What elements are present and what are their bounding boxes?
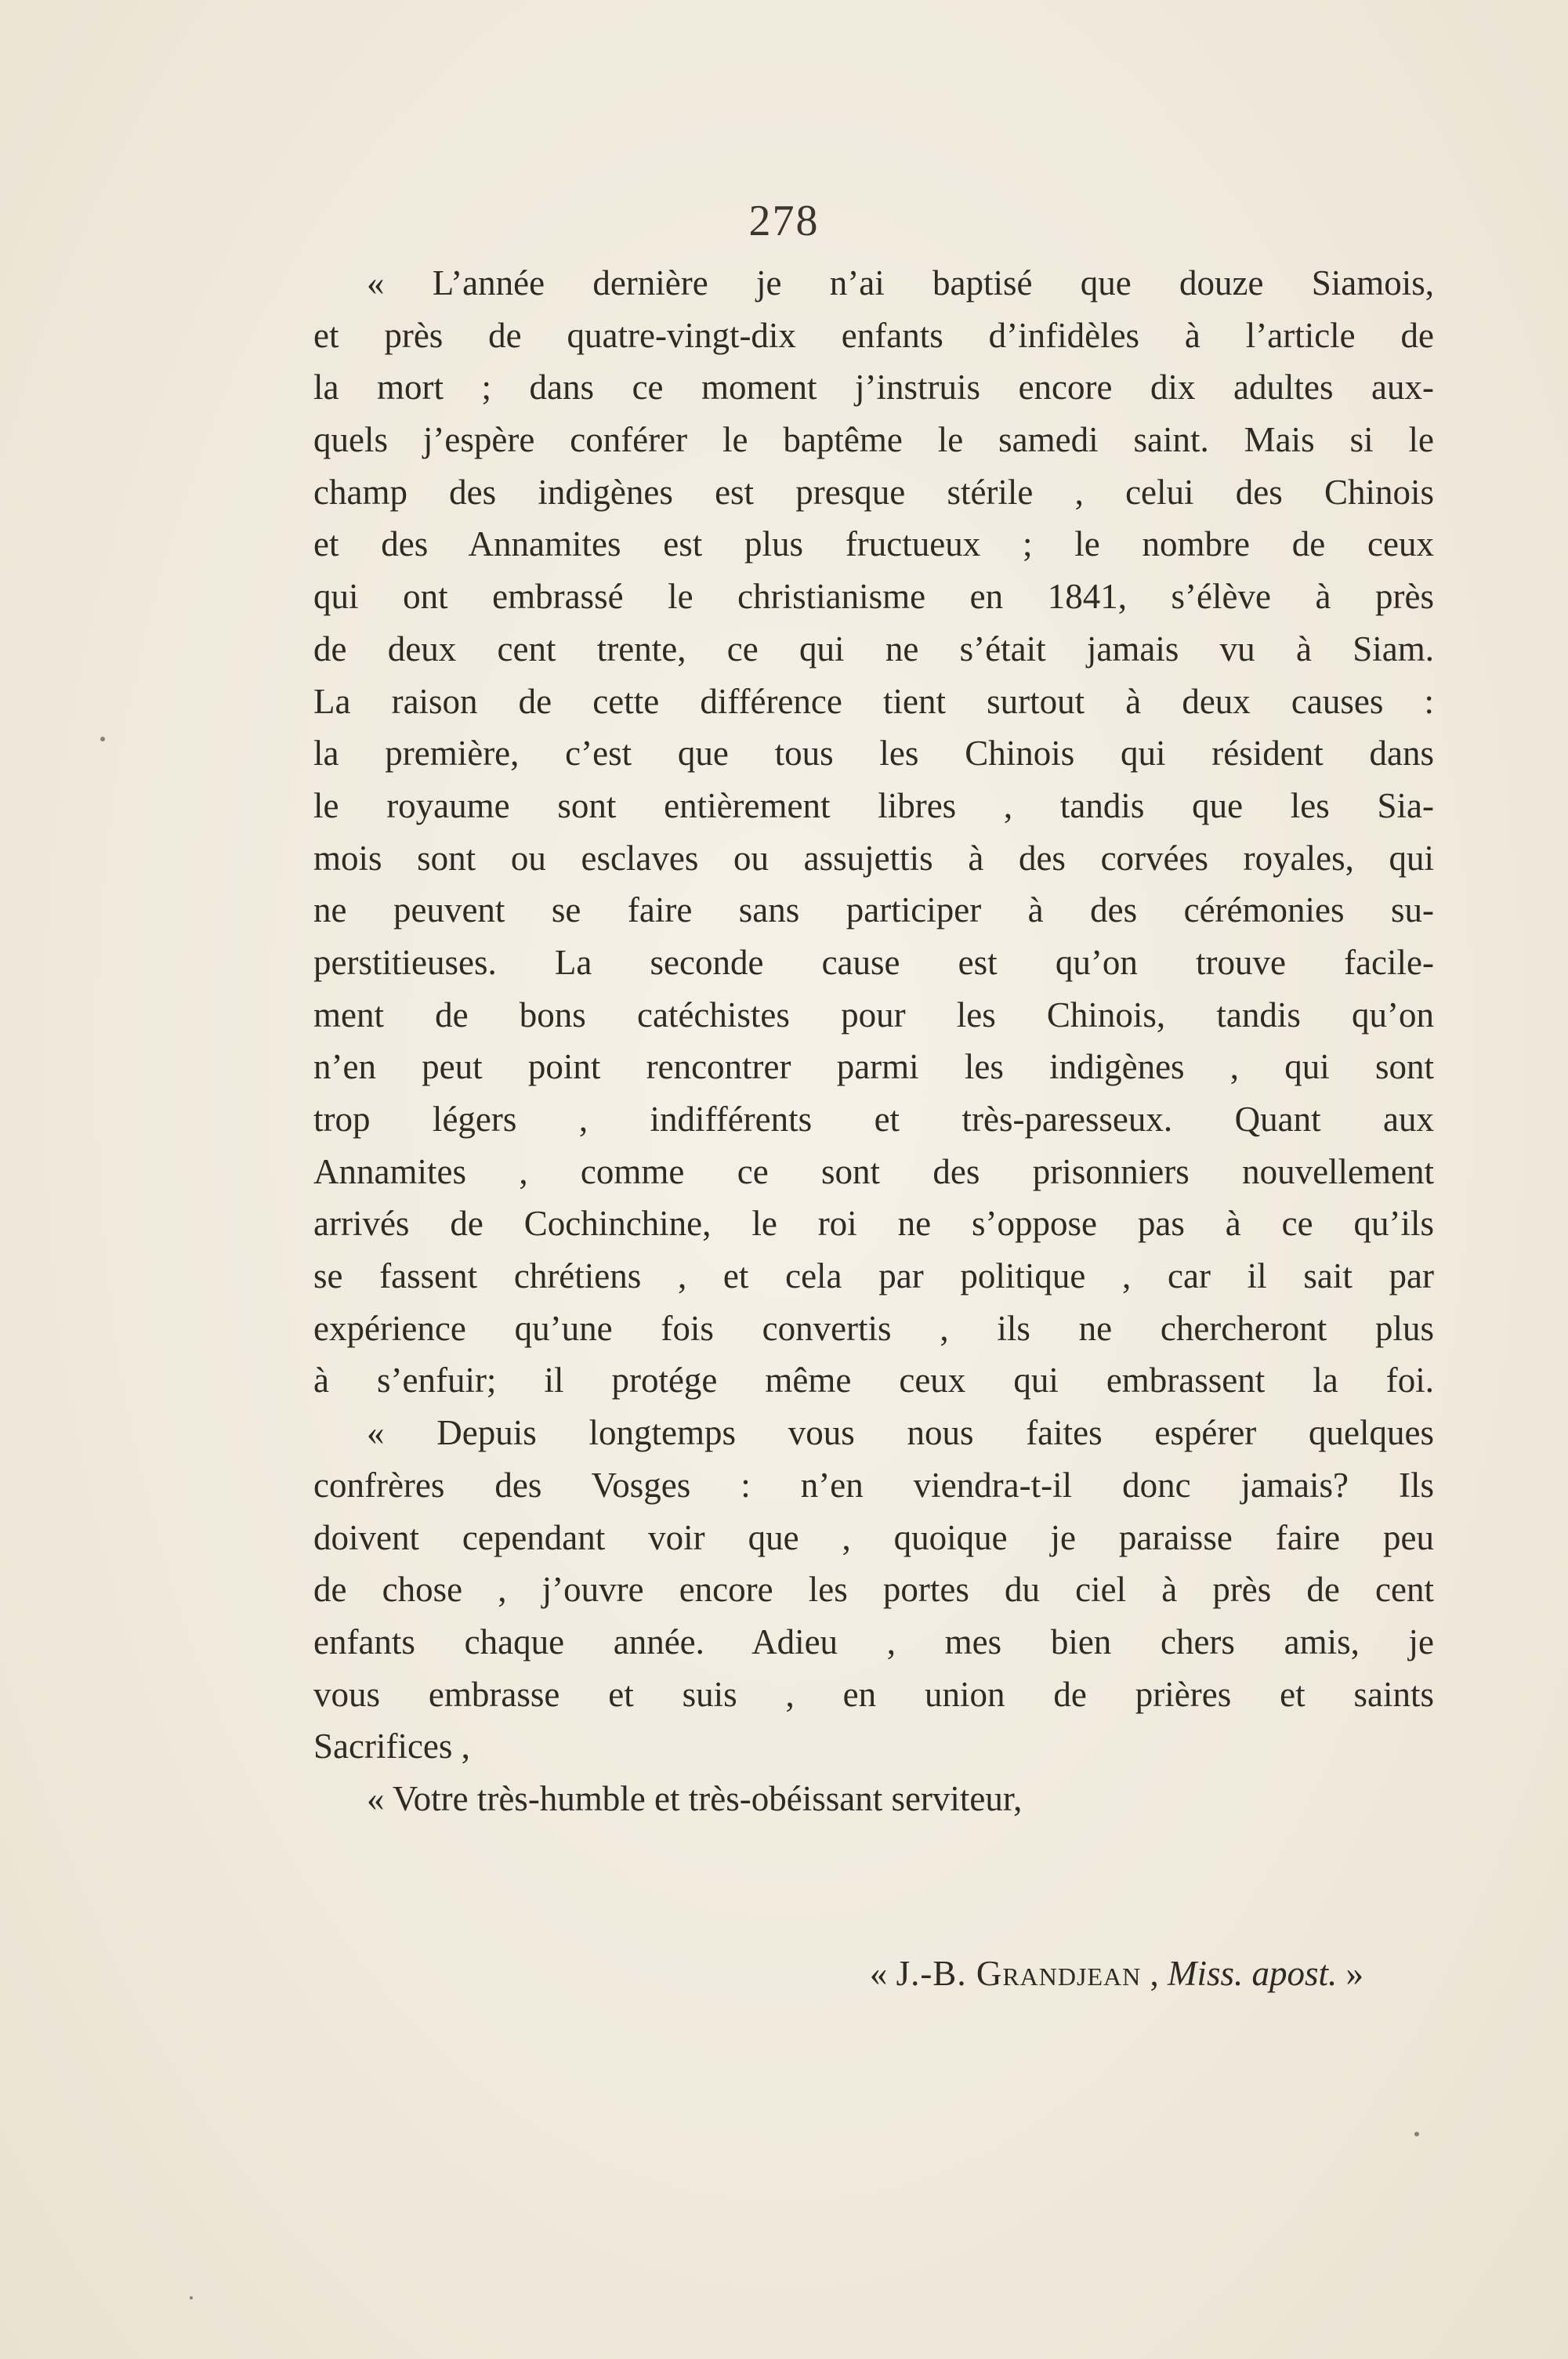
text-line: ne peuvent se faire sans participer à des cérémonies su- bbox=[313, 890, 1434, 930]
text-line: arrivés de Cochinchine, le roi ne s’oppose pas à ce qu’ils bbox=[313, 1204, 1434, 1244]
text-line: à s’enfuir; il protége même ceux qui embrassent la foi. bbox=[313, 1361, 1434, 1401]
text-line: Annamites , comme ce sont des prisonniers nouvellement bbox=[313, 1151, 1434, 1191]
text-line: ment de bons catéchistes pour les Chinois, tandis qu’on bbox=[313, 995, 1434, 1035]
paper-speck bbox=[190, 2296, 193, 2299]
text-line: trop légers , indifférents et très-paresseux. Quant aux bbox=[313, 1100, 1434, 1139]
text-line: la première, c’est que tous les Chinois qui résident dans bbox=[313, 734, 1434, 774]
paper-speck bbox=[100, 737, 105, 741]
text-line: « Depuis longtemps vous nous faites espérer quelques bbox=[367, 1413, 1434, 1453]
text-line: « L’année dernière je n’ai baptisé que douze Siamois, bbox=[367, 263, 1434, 303]
signature-open-quote: « bbox=[869, 1954, 896, 1993]
text-line: La raison de cette différence tient surtout à deux causes : bbox=[313, 681, 1434, 721]
page-number: 278 bbox=[748, 197, 820, 245]
signature-separator: , bbox=[1141, 1954, 1168, 1993]
text-line: de deux cent trente, ce qui ne s’était jamais vu à Siam. bbox=[313, 629, 1434, 669]
text-line: enfants chaque année. Adieu , mes bien chers amis, je bbox=[313, 1622, 1434, 1661]
text-line: mois sont ou esclaves ou assujettis à des corvées royales, qui bbox=[313, 838, 1434, 878]
paper-speck bbox=[1414, 2132, 1419, 2136]
text-line: vous embrasse et suis , en union de prières et saints bbox=[313, 1674, 1434, 1714]
signature-close-quote: » bbox=[1337, 1954, 1363, 1993]
signature-title: Miss. apost. bbox=[1167, 1954, 1338, 1993]
text-line: le royaume sont entièrement libres , tandis que les Sia- bbox=[313, 785, 1434, 825]
text-line: et des Annamites est plus fructueux ; le nombre de ceux bbox=[313, 524, 1434, 564]
text-line: n’en peut point rencontrer parmi les indigènes , qui sont bbox=[313, 1047, 1434, 1087]
signature-name: J.-B. Grandjean bbox=[896, 1954, 1142, 1993]
text-line: se fassent chrétiens , et cela par politique , car il sait par bbox=[313, 1256, 1434, 1296]
text-line: « Votre très-humble et très-obéissant serviteur, bbox=[367, 1778, 1023, 1818]
text-line: expérience qu’une fois convertis , ils ne chercheront plus bbox=[313, 1308, 1434, 1348]
text-line: quels j’espère conférer le baptême le samedi saint. Mais si le bbox=[313, 420, 1434, 460]
signature bbox=[0, 1948, 1363, 1999]
letter-text bbox=[313, 257, 1434, 1825]
text-line: la mort ; dans ce moment j’instruis encore dix adultes aux- bbox=[313, 368, 1434, 408]
text-line: perstitieuses. La seconde cause est qu’on trouve facile- bbox=[313, 942, 1434, 982]
text-line: confrères des Vosges : n’en viendra-t-il donc jamais? Ils bbox=[313, 1465, 1434, 1505]
text-line: et près de quatre-vingt-dix enfants d’infidèles à l’article de bbox=[313, 315, 1434, 355]
text-line: qui ont embrassé le christianisme en 1841, s’élève à près bbox=[313, 577, 1434, 617]
text-line: doivent cependant voir que , quoique je paraisse faire peu bbox=[313, 1517, 1434, 1557]
text-line: champ des indigènes est presque stérile , celui des Chinois bbox=[313, 472, 1434, 512]
text-line: de chose , j’ouvre encore les portes du ciel à près de cent bbox=[313, 1570, 1434, 1610]
text-line: Sacrifices , bbox=[313, 1727, 470, 1767]
